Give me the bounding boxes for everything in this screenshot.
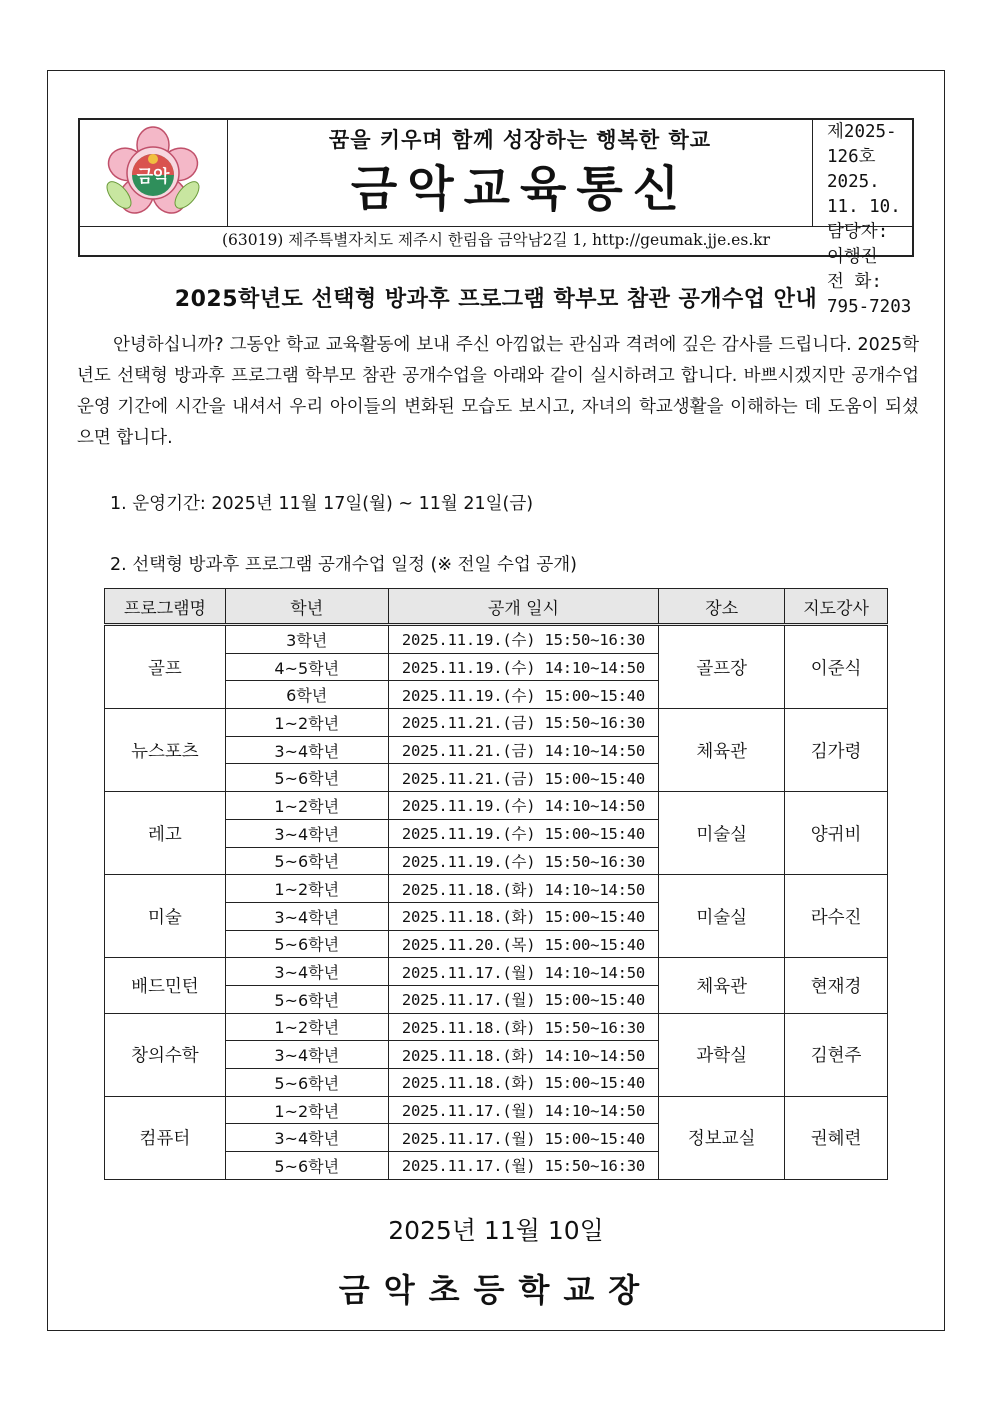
datetime-cell: 2025.11.19.(수) 14:10~14:50 <box>388 792 659 820</box>
grade-cell: 5~6학년 <box>225 930 388 958</box>
datetime-cell: 2025.11.21.(금) 15:00~15:40 <box>388 764 659 792</box>
datetime-cell: 2025.11.19.(수) 15:50~16:30 <box>388 847 659 875</box>
grade-cell: 5~6학년 <box>225 764 388 792</box>
logo-text: 금악 <box>136 167 170 187</box>
issue-date-line: 2025년 11월 10일 <box>388 1216 604 1245</box>
intro-text: 안녕하십니까? 그동안 학교 교육활동에 보내 주신 아낌없는 관심과 격려에 깊은 감사를 드립니다. 2025학년도 선택형 방과후 프로그램 학부모 참관 공개수업을 아래와 같이 실시하려고 합니다. 바쁘시겠지만 공개수업 운영 기간에 시간을 내셔서 우리 아이들의 변화된 모습도 보시고, 자녀의 학교생활을 이해하는 데 도움이 되셨으면 합니다. <box>77 335 919 448</box>
datetime-cell: 2025.11.17.(월) 15:00~15:40 <box>388 985 659 1013</box>
teacher-cell: 김현주 <box>785 1013 888 1096</box>
table-row <box>105 1013 888 1041</box>
place-cell: 체육관 <box>659 709 785 792</box>
grade-cell: 6학년 <box>225 681 388 709</box>
grade-cell: 3~4학년 <box>225 819 388 847</box>
table-row <box>105 958 888 986</box>
grade-cell: 3~4학년 <box>225 902 388 930</box>
program-name-cell: 창의수학 <box>105 1013 226 1096</box>
grade-cell: 3~4학년 <box>225 1041 388 1069</box>
datetime-cell: 2025.11.17.(월) 15:00~15:40 <box>388 1124 659 1152</box>
program-name-cell: 골프 <box>105 625 226 709</box>
place-cell: 정보교실 <box>659 1096 785 1179</box>
issue-info <box>812 120 912 317</box>
table-body <box>105 625 888 1180</box>
datetime-cell: 2025.11.18.(화) 15:00~15:40 <box>388 1069 659 1097</box>
program-name-cell: 미술 <box>105 875 226 958</box>
datetime-cell: 2025.11.19.(수) 15:50~16:30 <box>388 625 659 654</box>
newsletter-title: 금악교육통신 <box>350 161 690 217</box>
school-motto: 꿈을 키우며 함께 성장하는 행복한 학교 <box>328 127 712 152</box>
grade-cell: 5~6학년 <box>225 1069 388 1097</box>
intro-paragraph <box>77 330 919 454</box>
schedule-table <box>104 588 888 1180</box>
datetime-cell: 2025.11.18.(화) 14:10~14:50 <box>388 875 659 903</box>
document-title: 2025학년도 선택형 방과후 프로그램 학부모 참관 공개수업 안내 <box>174 287 818 312</box>
header-teacher: 지도강사 <box>785 589 888 625</box>
program-name-cell: 컴퓨터 <box>105 1096 226 1179</box>
grade-cell: 1~2학년 <box>225 1096 388 1124</box>
phone-number: 전 화: 795-7203 <box>827 272 912 317</box>
schedule-heading: 2. 선택형 방과후 프로그램 공개수업 일정 (※ 전일 수업 공개) <box>110 555 577 575</box>
grade-cell: 1~2학년 <box>225 792 388 820</box>
program-name-cell: 레고 <box>105 792 226 875</box>
teacher-cell: 현재경 <box>785 958 888 1013</box>
contact-person: 담당자: 이행진 <box>827 222 889 267</box>
datetime-cell: 2025.11.20.(목) 15:00~15:40 <box>388 930 659 958</box>
grade-cell: 1~2학년 <box>225 709 388 737</box>
grade-cell: 3학년 <box>225 625 388 654</box>
grade-cell: 1~2학년 <box>225 1013 388 1041</box>
datetime-cell: 2025.11.18.(화) 14:10~14:50 <box>388 1041 659 1069</box>
principal-signature: 금악초등학교장 <box>338 1271 654 1309</box>
datetime-cell: 2025.11.17.(월) 15:50~16:30 <box>388 1152 659 1180</box>
place-cell: 미술실 <box>659 792 785 875</box>
teacher-cell: 양귀비 <box>785 792 888 875</box>
flower-emblem-icon <box>80 120 226 224</box>
header-title-block <box>228 120 812 226</box>
datetime-cell: 2025.11.17.(월) 14:10~14:50 <box>388 1096 659 1124</box>
table-row <box>105 709 888 737</box>
teacher-cell: 이준식 <box>785 625 888 709</box>
header-datetime: 공개 일시 <box>388 589 659 625</box>
datetime-cell: 2025.11.21.(금) 14:10~14:50 <box>388 736 659 764</box>
table-row <box>105 792 888 820</box>
table-row <box>105 1096 888 1124</box>
grade-cell: 5~6학년 <box>225 1152 388 1180</box>
table-row <box>105 875 888 903</box>
place-cell: 과학실 <box>659 1013 785 1096</box>
datetime-cell: 2025.11.19.(수) 14:10~14:50 <box>388 653 659 681</box>
operation-period: 1. 운영기간: 2025년 11월 17일(월) ~ 11월 21일(금) <box>110 494 534 514</box>
datetime-cell: 2025.11.18.(화) 15:50~16:30 <box>388 1013 659 1041</box>
grade-cell: 4~5학년 <box>225 653 388 681</box>
datetime-cell: 2025.11.18.(화) 15:00~15:40 <box>388 902 659 930</box>
datetime-cell: 2025.11.19.(수) 15:00~15:40 <box>388 681 659 709</box>
table-header-row <box>105 589 888 625</box>
program-name-cell: 배드민턴 <box>105 958 226 1013</box>
teacher-cell: 권혜련 <box>785 1096 888 1179</box>
grade-cell: 5~6학년 <box>225 985 388 1013</box>
grade-cell: 3~4학년 <box>225 736 388 764</box>
place-cell: 골프장 <box>659 625 785 709</box>
datetime-cell: 2025.11.19.(수) 15:00~15:40 <box>388 819 659 847</box>
grade-cell: 5~6학년 <box>225 847 388 875</box>
school-logo <box>80 120 228 226</box>
datetime-cell: 2025.11.21.(금) 15:50~16:30 <box>388 709 659 737</box>
header-grade: 학년 <box>225 589 388 625</box>
header-program: 프로그램명 <box>105 589 226 625</box>
table-row <box>105 625 888 654</box>
school-address: (63019) 제주특별자치도 제주시 한림읍 금악남2길 1, http://geumak.jje.es.kr <box>80 226 912 255</box>
grade-cell: 3~4학년 <box>225 1124 388 1152</box>
issue-date: 2025. 11. 10. <box>827 172 901 217</box>
header-place: 장소 <box>659 589 785 625</box>
teacher-cell: 김가령 <box>785 709 888 792</box>
grade-cell: 3~4학년 <box>225 958 388 986</box>
place-cell: 미술실 <box>659 875 785 958</box>
place-cell: 체육관 <box>659 958 785 1013</box>
grade-cell: 1~2학년 <box>225 875 388 903</box>
program-name-cell: 뉴스포츠 <box>105 709 226 792</box>
issue-number: 제2025-126호 <box>827 122 897 167</box>
datetime-cell: 2025.11.17.(월) 14:10~14:50 <box>388 958 659 986</box>
teacher-cell: 라수진 <box>785 875 888 958</box>
